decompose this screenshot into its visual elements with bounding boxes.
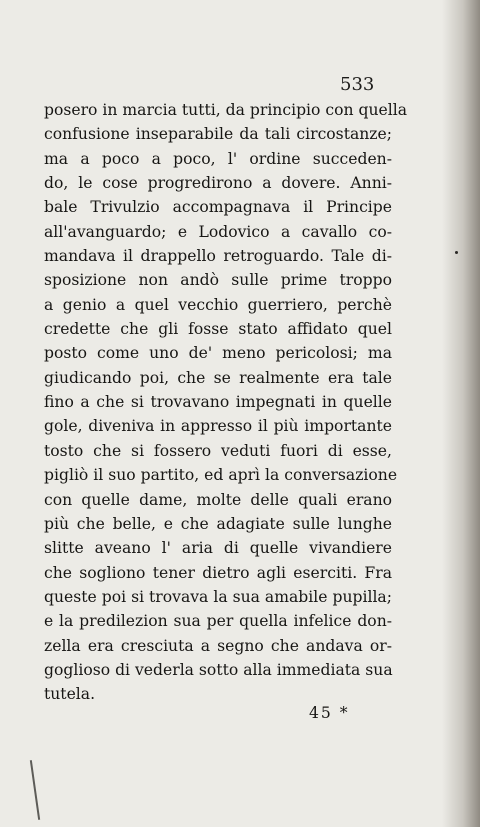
text-line: sposizione non andò sulle prime troppo — [44, 271, 392, 290]
text-line: a genio a quel vecchio guerriero, perchè — [44, 295, 392, 314]
text-line: gole, diveniva in appresso il più importante — [44, 417, 392, 436]
text-line: giudicando poi, che se realmente era tale — [44, 368, 392, 387]
text-line: che sogliono tener dietro agli eserciti. Fra — [44, 563, 392, 582]
text-line: goglioso di vederla sotto alla immediata sua — [44, 660, 393, 679]
text-line: confusione inseparabile da tali circostanze; — [44, 125, 392, 144]
text-line: ma a poco a poco, l' ordine succeden- — [44, 149, 392, 168]
text-line: con quelle dame, molte delle quali erano — [44, 490, 392, 509]
text-line: queste poi si trovava la sua amabile pupilla; — [44, 587, 392, 606]
text-line: e la predilezion sua per quella infelice don- — [44, 612, 392, 631]
text-line: mandava il drappello retroguardo. Tale di- — [44, 247, 392, 266]
page-number: 533 — [340, 74, 375, 95]
page-edge-shadow — [442, 0, 480, 827]
text-line: pigliò il suo partito, ed aprì la conversazione — [44, 466, 398, 485]
ink-speck — [455, 251, 458, 254]
text-line: tosto che si fossero veduti fuori di esse, — [44, 441, 392, 460]
signature-mark: 45 * — [309, 704, 350, 722]
text-line: do, le cose progredirono a dovere. Anni- — [44, 174, 392, 193]
text-line: all'avanguardo; e Lodovico a cavallo co- — [44, 222, 392, 241]
text-line: bale Trivulzio accompagnava il Principe — [44, 198, 392, 217]
text-line: slitte aveano l' aria di quelle vivandiere — [44, 539, 392, 558]
margin-pencil-mark — [30, 760, 40, 820]
text-line: posero in marcia tutti, da principio con quella — [44, 101, 408, 119]
text-line: più che belle, e che adagiate sulle lunghe — [44, 514, 392, 533]
text-line: credette che gli fosse stato affidato quel — [44, 320, 392, 339]
body-text — [44, 98, 408, 707]
text-line: posto come uno de' meno pericolosi; ma — [44, 344, 392, 363]
text-line: fino a che si trovavano impegnati in quelle — [44, 393, 392, 412]
text-line: zella era cresciuta a segno che andava or- — [44, 636, 392, 655]
text-line: tutela. — [44, 685, 96, 704]
